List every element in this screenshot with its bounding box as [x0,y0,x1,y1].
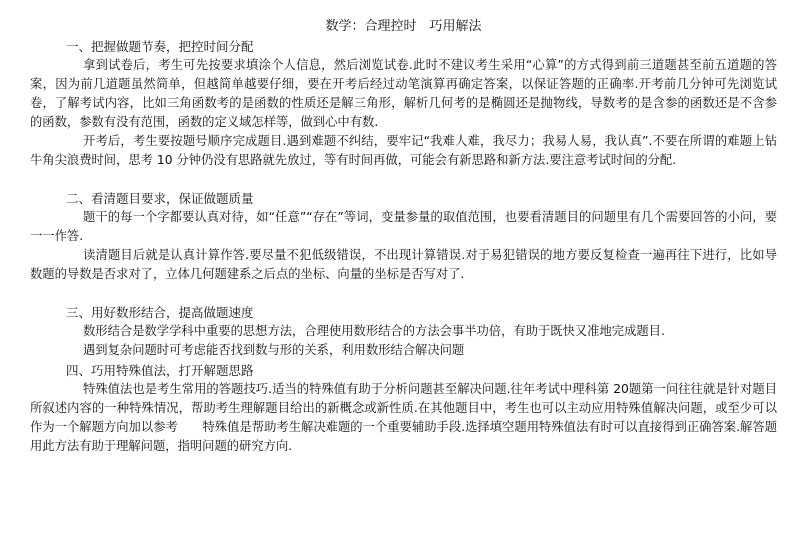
section-3-paragraph-1: 数形结合是数学学科中重要的思想方法，合理使用数形结合的方法会事半功倍，有助于既快又准地完成题目. [83,324,665,338]
section-spacer [30,284,777,304]
section-3-heading: 三、用好数形结合，提高做题速度 [66,305,254,320]
section-3-paragraph-2: 遇到复杂问题时可考虑能否找到数与形的关系，利用数形结合解决问题 [83,343,465,357]
section-2-heading: 二、看清题目要求，保证做题质量 [66,191,254,206]
section-spacer [30,170,777,190]
section-2-paragraph-1: 题干的每一个字都要认真对待，如“任意”“存在”等词，变量参量的取值范围，也要看清题目的问题里有几个需要回答的小问，要一一作答. [30,210,777,243]
section-1-paragraph-2: 开考后，考生要按题号顺序完成题目.遇到难题不纠结，要牢记“我难人难，我尽力；我易人易，我认真”.不要在所谓的难题上钻牛角尖浪费时间，思考 10 分钟仍没有思路就先放过，等有时间再做，可能会有新思路和新方法.要注意考试时间的分配. [30,134,777,167]
section-4-heading: 四、巧用特殊值法，打开解题思路 [66,363,254,378]
section-1-heading: 一、把握做题节奏，把控时间分配 [66,39,254,54]
section-2-paragraph-2: 读清题目后就是认真计算作答.要尽量不犯低级错误，不出现计算错误.对于易犯错误的地方要反复检查一遍再往下进行，比如导数题的导数是否求对了，立体几何题建系之后点的坐标、向量的坐标是否写对了. [30,248,777,281]
document-title: 数学：合理控时 巧用解法 [325,19,482,34]
section-4-paragraph-1: 特殊值法也是考生常用的答题技巧.适当的特殊值有助于分析问题甚至解决问题.往年考试中理科第 20题第一问往往就是针对题目所叙述内容的一种特殊情况，帮助考生理解题目给出的新概念或新性质.在其他题目中，考生也可以主动应用特殊值解决问题，或至少可以作为一个解题方向加以参考 特殊值是帮助考生解决难题的一个重要辅助手段.选择填空题用特殊值法有时可以直接得到正确答案.解答题用此方法有助于理解问题，指明问题的研究方向. [30,382,777,453]
section-1-paragraph-1: 拿到试卷后，考生可先按要求填涂个人信息，然后浏览试卷.此时不建议考生采用“心算”的方式得到前三道题甚至前五道题的答案，因为前几道题虽然简单，但越简单越要仔细，要在开考后经过动笔演算再确定答案，以保证答题的正确率.开考前几分钟可先浏览试卷，了解考试内容，比如三角函数考的是函数的性质还是解三角形，解析几何考的是椭圆还是抛物线，导数考的是含参的函数还是不含参的函数，参数有没有范围，函数的定义域怎样等，做到心中有数. [30,58,777,129]
